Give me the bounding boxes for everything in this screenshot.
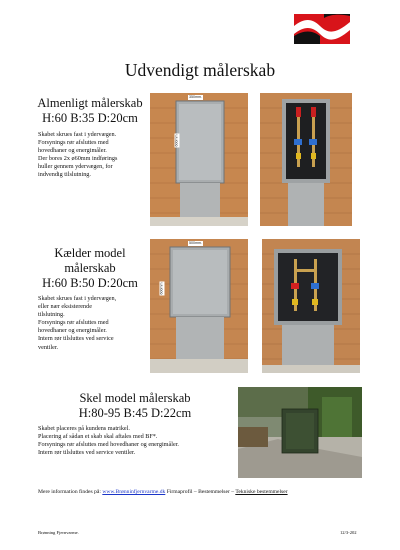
company-logo bbox=[294, 14, 350, 44]
open-cabinet-photo-1 bbox=[260, 93, 352, 226]
section1-body-line: Skabet skrues fast i ydervægen. bbox=[38, 131, 117, 138]
section1-body-line: huller gennem ydervægen, for bbox=[38, 163, 113, 171]
website-link[interactable]: www.Brønninfjernvarme.dk bbox=[102, 489, 166, 495]
section2-body-line: Intern rør tilsluttes ved service bbox=[38, 335, 114, 343]
more-info-prefix: Mere information findes på: bbox=[38, 489, 103, 495]
section2-body bbox=[38, 295, 116, 352]
page-footer-date: 12/3-202 bbox=[340, 530, 357, 535]
section1-body bbox=[38, 131, 117, 180]
section2-body-line: tilslutning. bbox=[38, 311, 65, 319]
section3-body-line: Forsynings rør afsluttes med hovedhaner og energimåler. bbox=[38, 441, 179, 449]
section2-heading-line: H:60 B:50 D:20cm bbox=[42, 276, 138, 290]
section3-body-line: Intern rør tilsluttes ved service ventiler. bbox=[38, 449, 136, 457]
section1-body-line: Der bores 2x ø60mm indførings bbox=[38, 155, 118, 163]
section3-heading bbox=[60, 391, 210, 421]
section1-heading-line: H:60 B:35 D:20cm bbox=[42, 111, 138, 125]
section3-body bbox=[38, 425, 179, 457]
section2-body-line: hovedhaner og energimåler. bbox=[38, 327, 107, 335]
outdoor-cabinet-photo bbox=[238, 387, 362, 478]
section3-body-line: Skabet placeres på kundens matrikel. bbox=[38, 425, 130, 432]
width-dimension-label: 350mm. bbox=[189, 95, 202, 99]
height-dimension-label: 600mm bbox=[174, 134, 179, 147]
section1-body-line: Forsynings rør afsluttes med bbox=[38, 139, 109, 147]
section3-heading-line: H:80-95 B:45 D:22cm bbox=[78, 406, 192, 420]
open-cabinet-photo-2 bbox=[262, 239, 360, 373]
closed-cabinet-photo-2 bbox=[150, 239, 248, 373]
section2-body-line: Forsynings rør afsluttes med bbox=[38, 319, 109, 327]
section1-body-line: hovedhaner og energimåler. bbox=[38, 147, 107, 155]
section2-body-line: eller nær eksisterende bbox=[38, 303, 92, 311]
closed-cabinet-photo-1 bbox=[150, 93, 248, 226]
section2-heading bbox=[30, 246, 150, 291]
section1-body-line: indvendig tilslutning. bbox=[38, 171, 91, 179]
more-info-middle: Firmaprofil – Bestemmelser – bbox=[165, 489, 236, 495]
section1-heading-line: Almenligt målerskab bbox=[37, 96, 143, 110]
page-footer-company: Brønning Fjernvarme. bbox=[38, 530, 79, 535]
width-dimension-label: 500mm. bbox=[189, 241, 202, 245]
section2-body-line: ventiler. bbox=[38, 343, 59, 351]
section2-heading-line: målerskab bbox=[64, 261, 116, 275]
section3-body-line: Placering af sådan et skab skal aftales med BF*. bbox=[38, 433, 158, 441]
section3-heading-line: Skel model målerskab bbox=[79, 391, 191, 405]
page-title: Udvendigt målerskab bbox=[124, 60, 276, 80]
section1-heading bbox=[30, 96, 150, 126]
technical-regulations-link[interactable]: Tekniske bestemmelser bbox=[235, 489, 288, 495]
more-info-line bbox=[38, 489, 288, 495]
height-dimension-label: 600mm bbox=[159, 282, 164, 295]
section2-heading-line: Kælder model bbox=[54, 246, 126, 260]
section2-body-line: Skabet skrues fast i ydervægen, bbox=[38, 295, 117, 302]
